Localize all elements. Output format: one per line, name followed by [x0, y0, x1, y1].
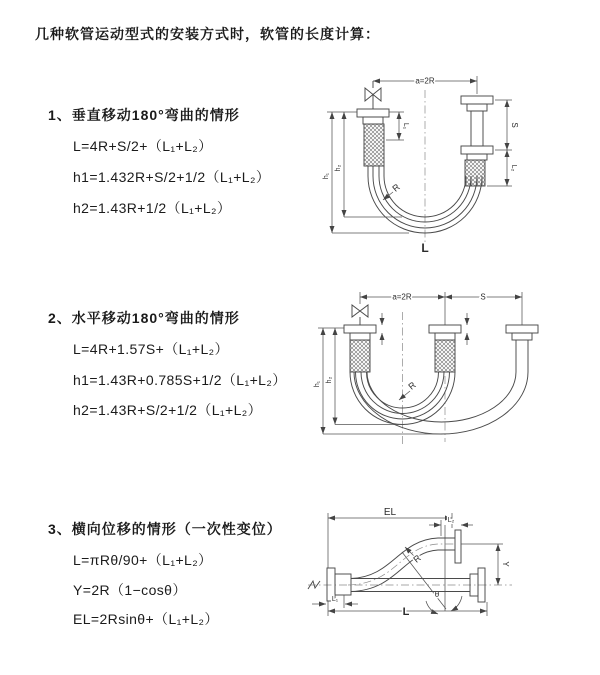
formula-line: EL=2Rsinθ+（L₁+L₂） — [73, 611, 219, 627]
dimension-el — [328, 507, 452, 568]
radius-label: R — [406, 379, 418, 392]
hose-curved-position — [351, 538, 455, 592]
section-2-heading: 2、水平移动180°弯曲的情形 — [48, 310, 240, 326]
left-fitting — [357, 109, 389, 166]
span-label: a=2R — [415, 76, 435, 86]
right-fitting — [461, 96, 493, 186]
dimension-span — [360, 292, 522, 325]
right-fitting — [506, 325, 538, 372]
formula-line: h2=1.43R+S/2+1/2（L₁+L₂） — [73, 402, 263, 418]
h1-label: h₁ — [314, 380, 321, 388]
middle-fitting — [429, 325, 461, 372]
s-label: S — [480, 292, 486, 302]
section-3-heading: 3、横向位移的情形（一次性变位） — [48, 521, 282, 537]
radius-leader — [383, 181, 402, 200]
length-label: L — [402, 606, 410, 618]
left-flange — [327, 568, 351, 601]
formula-line: L=4R+S/2+（L₁+L₂） — [73, 138, 213, 154]
dimension-l — [328, 601, 487, 618]
vertical-bend-diagram — [305, 68, 565, 256]
dimension-s — [487, 100, 519, 186]
radius-leader — [399, 379, 418, 400]
length-label: L — [421, 241, 429, 255]
el-label: EL — [383, 507, 397, 518]
valve-icon — [352, 305, 368, 325]
theta-label: θ — [434, 590, 440, 599]
formula-line: L=4R+1.57S+（L₁+L₂） — [73, 341, 229, 357]
formula-line: h1=1.43R+0.785S+1/2（L₁+L₂） — [73, 372, 287, 388]
span-label: a=2R — [392, 292, 412, 302]
upper-flange — [455, 530, 461, 563]
l1-label: L₁ — [331, 596, 339, 603]
formula-line: Y=2R（1−cosθ） — [73, 582, 187, 598]
s-label: S — [510, 122, 519, 128]
dimension-l2 — [429, 517, 473, 536]
h1-label: h₁ — [323, 172, 330, 180]
section-1-heading: 1、垂直移动180°弯曲的情形 — [48, 107, 240, 123]
radius-label: R — [390, 181, 402, 194]
l1-label: L₁ — [402, 122, 409, 130]
formula-line: L=πRθ/90+（L₁+L₂） — [73, 552, 213, 568]
page-title: 几种软管运动型式的安装方式时，软管的长度计算： — [35, 26, 380, 42]
l2-label: L₂ — [510, 164, 517, 172]
valve-icon — [365, 81, 381, 109]
y-label: Y — [501, 561, 510, 567]
formula-line: h2=1.43R+1/2（L₁+L₂） — [73, 200, 232, 216]
horizontal-bend-diagram — [300, 284, 580, 456]
left-fitting — [344, 325, 376, 372]
formula-line: h1=1.432R+S/2+1/2（L₁+L₂） — [73, 169, 271, 185]
h2-label: h₂ — [326, 376, 333, 384]
h2-label: h₂ — [335, 164, 342, 172]
l2-label: L₂ — [447, 517, 455, 524]
radius-label: R — [411, 552, 423, 565]
dimension-l1 — [312, 595, 358, 608]
lateral-displacement-diagram — [298, 498, 588, 650]
